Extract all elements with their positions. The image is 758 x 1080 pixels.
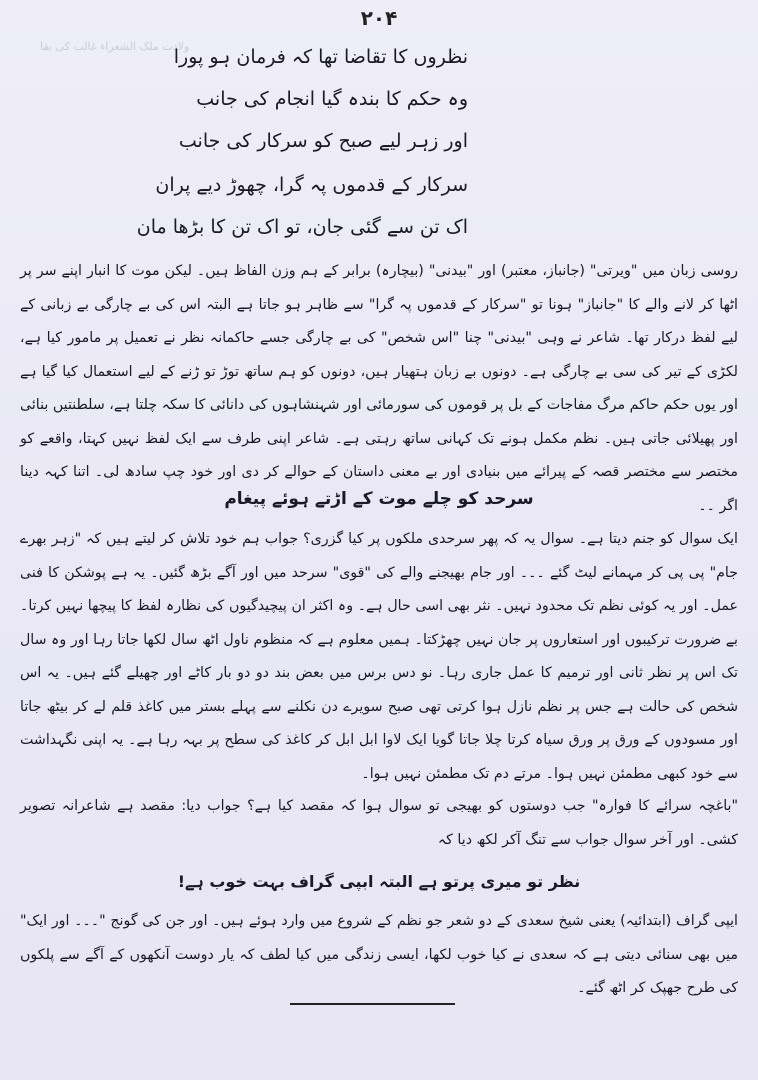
paragraph-3: "باغچہ سرائے کا فوارہ" جب دوستوں کو بھیجی تو سوال ہوا کہ مقصد کیا ہے؟ جواب دیا: مقصد ہے شاعرانہ تصویر کشی۔ اور آخر سوال جواب سے تنگ آکر لکھ دیا کہ <box>20 798 738 848</box>
end-rule <box>290 1003 455 1005</box>
verse-line-3: اور زہر لیے صبح کو سرکار کی جانب <box>178 130 468 152</box>
paragraph-4: ایپی گراف (ابتدائیہ) یعنی شیخ سعدی کے دو شعر جو نظم کے شروع میں وارد ہوئے ہیں۔ اور جن کی گونج "۔۔۔ اور ایک" میں بھی سنائی دیتی ہے کہ سعدی نے کیا خوب لکھا، ایسی زندگی میں کیا لطف کہ یار دوست آنکھوں کے آگے سے پلکوں کی طرح جھپک کر اٹھ گئے۔ <box>20 913 738 996</box>
bleed-through-text: ولادت ملک الشعراء غالب کی بقا <box>40 40 190 53</box>
quoted-verse-heading: سرحد کو چلے موت کے اڑتے ہوئے پیغام <box>224 489 534 509</box>
quote-line: نظر تو میری پرتو ہے البتہ ابپی گراف بہت خوب ہے! <box>177 872 581 891</box>
page-number: ۲۰۴ <box>360 6 398 30</box>
verse-line-2: وہ حکم کا بندہ گیا انجام کی جانب <box>196 88 468 110</box>
paragraph-1: روسی زبان میں "ویرتی" (جانباز، معتبر) اور "بیدنی" (بیچارہ) برابر کے ہم وزن الفاظ ہیں۔ لیکن موت کا انبار اپنے سر پر اٹھا کر لانے والے کا "جانباز" ہونا تو "سرکار کے قدموں پہ گرا" سے ظاہر ہو جاتا ہے البتہ اس کی بے چارگی بے زبانی کے لیے لفظ درکار تھا۔ شاعر نے وہی "بیدنی" چنا "اس شخص" کی بے چارگی جسے حاکمانہ نظر نے تعمیل پر مامور کیا ہے، لکڑی کے تیر کی سی بے چارگی ہے۔ دونوں بے زبان ہتھیار ہیں، دونوں کو ہم ساتھ توڑ تو ڑنے کے لیے استعمال کیا گیا ہے اور یوں حکم حاکم مرگ مفاجات کے بل پر قوموں کی سورمائی اور شہنشاہوں کی دانائی کا سکہ چلتا ہے، سلطنتیں بنائی اور پھیلائی جاتی ہیں۔ نظم مکمل ہونے تک کہانی ساتھ رہتی ہے۔ شاعر اپنی طرف سے ایک لفظ نہیں کہتا، واقعے کو مختصر سے مختصر قصہ کے پیرائے میں بنیادی اور بے معنی داستان کے حوالے کر دی اور خود چپ سادھ لی۔ اتنا کہہ دینا اگر ۔۔ <box>20 263 738 514</box>
verse-line-4: سرکار کے قدموں پہ گرا، چھوڑ دیے پران <box>155 174 468 196</box>
verse-line-5: اک تن سے گئی جان، تو اک تن کا بڑھا مان <box>136 216 468 238</box>
verse-line-1: نظروں کا تقاضا تھا کہ فرمان ہو پورا <box>173 46 468 68</box>
paragraph-2: ایک سوال کو جنم دیتا ہے۔ سوال یہ کہ پھر سرحدی ملکوں پر کیا گزری؟ جواب ہم خود تلاش کر لیتے ہیں کہ "زہر بھرے جام" پی پی کر مہمانے لیٹ گئے ۔۔۔ اور جام بھیجنے والے کی "قوی" سرحد میں اور آگے بڑھ گئیں۔ یہ ہے پوشکن کا فنی عمل۔ اور یہ کوئی نظم تک محدود نہیں۔ نثر بھی اسی حال ہے۔ وہ اکثر ان پیچیدگیوں کی نظارہ لفظ کا پیچھا نہیں کرتا۔ بے ضرورت ترکیبوں اور استعاروں پر جان نہیں چھڑکتا۔ ہمیں معلوم ہے کہ منظوم ناول اٹھ سال لکھا جاتا رہا اور وہ سال تک اس پر نظر ثانی اور ترمیم کا عمل جاری رہا۔ نو دس برس میں بعض بند دو دو بار کاٹے اور چھیلے گئے ہیں۔ یہ اس شخص کی حالت ہے جس پر نظم نازل ہوا کرتی تھی صبح سویرے دن نکلنے سے پہلے بستر میں کاغذ قلم لے کر بیٹھ جاتا اور مسودوں کے ورق پر ورق سیاہ کرتا چلا جاتا گویا ایک لاوا ابل ابل کر کاغذ کی سطح پر بہہ رہا ہے۔ یہ اپنی نگہداشت سے خود کبھی مطمئن نہیں ہوا۔ مرتے دم تک مطمئن نہیں ہوا۔ <box>20 531 738 782</box>
